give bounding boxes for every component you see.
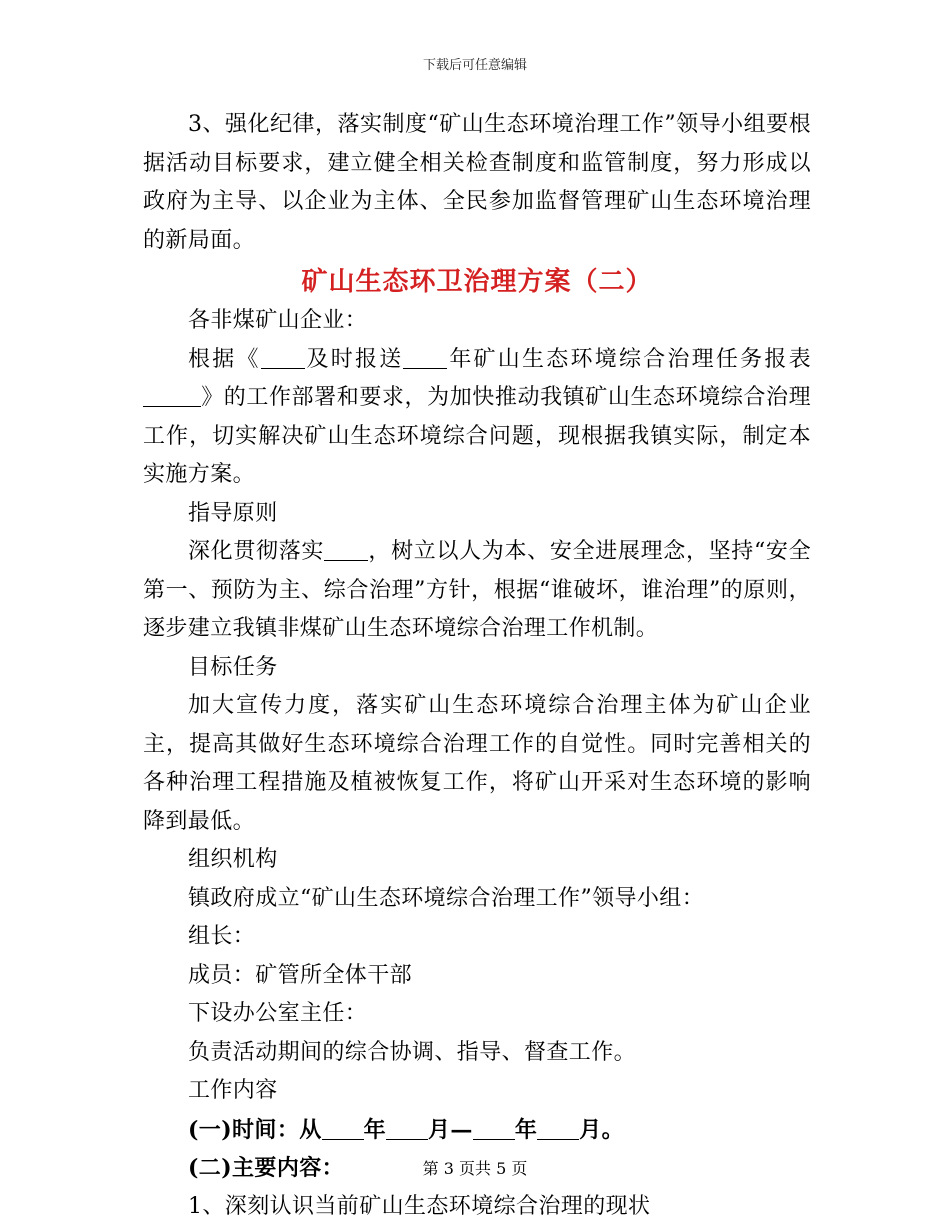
heading-principle: 指导原则 [188, 500, 278, 526]
principle-text-b: ，树立以人为本、安全进展理念，坚持“安全第一、预防为主、综合治理”方针，根据“谁破坏，谁治理”的原则，逐步建立我镇非煤矿山生态环境综合治理工作机制。 [143, 539, 812, 641]
paragraph-basis [143, 341, 811, 495]
blank-line [324, 538, 368, 561]
heading-work-content: 工作内容 [188, 1078, 278, 1103]
members-line: 成员：矿管所全体干部 [188, 962, 413, 988]
basis-text-c: 年矿山生态环境综合治理任务报表 [447, 346, 811, 372]
blank-line [403, 346, 447, 369]
document-body [143, 106, 811, 1226]
paragraph-organization: 镇政府成立“矿山生态环境综合治理工作”领导小组： [188, 885, 705, 911]
paragraph-discipline: 3、强化纪律，落实制度“矿山生态环境治理工作”领导小组要根据活动目标要求，建立健全相关检查制度和监管制度，努力形成以政府为主导、以企业为主体、全民参加监督管理矿山生态环境治理的新局面。 [143, 112, 811, 253]
office-line: 下设办公室主任： [188, 1001, 368, 1026]
principle-text-a: 深化贯彻落实 [188, 539, 325, 564]
heading-organization: 组织机构 [188, 847, 278, 872]
time-text-a: (一)时间：从 [188, 1116, 322, 1143]
time-line [143, 1111, 811, 1150]
page-header: 下载后可任意编辑 [422, 58, 527, 73]
salutation: 各非煤矿山企业： [188, 308, 368, 333]
time-text-c: 月— [428, 1116, 473, 1143]
time-text-d: 年 [514, 1116, 538, 1143]
blank-line [537, 1117, 579, 1140]
blank-line [473, 1117, 515, 1140]
item-1: 1、深刻认识当前矿山生态环境综合治理的现状 [188, 1193, 651, 1219]
section-title: 矿山生态环卫治理方案（二） [301, 267, 653, 297]
basis-text-a: 根据《 [188, 346, 261, 372]
time-text-e: 月。 [579, 1116, 625, 1143]
blank-line [261, 346, 305, 369]
blank-line [187, 384, 201, 407]
paragraph-principle [143, 533, 811, 649]
duty-line: 负责活动期间的综合协调、指导、督查工作。 [188, 1039, 637, 1065]
basis-text-d: 》的工作部署和要求，为加快推动我镇矿山生态环境综合治理工作，切实解决矿山生态环境综合问题，现根据我镇实际，制定本实施方案。 [143, 385, 811, 487]
blank-line [386, 1117, 428, 1140]
page-footer: 第 3 页共 5 页 [422, 1159, 528, 1178]
blank-line [322, 1117, 364, 1140]
basis-text-b: 及时报送 [304, 346, 404, 372]
main-content-heading: (二)主要内容： [188, 1155, 345, 1181]
paragraph-target: 加大宣传力度，落实矿山生态环境综合治理主体为矿山企业主，提高其做好生态环境综合治理工作的自觉性。同时完善相关的各种治理工程措施及植被恢复工作，将矿山开采对生态环境的影响降到最低。 [143, 693, 811, 834]
time-text-b: 年 [363, 1116, 387, 1143]
heading-target: 目标任务 [188, 654, 278, 680]
blank-line [143, 384, 187, 407]
leader-line: 组长： [188, 924, 256, 949]
